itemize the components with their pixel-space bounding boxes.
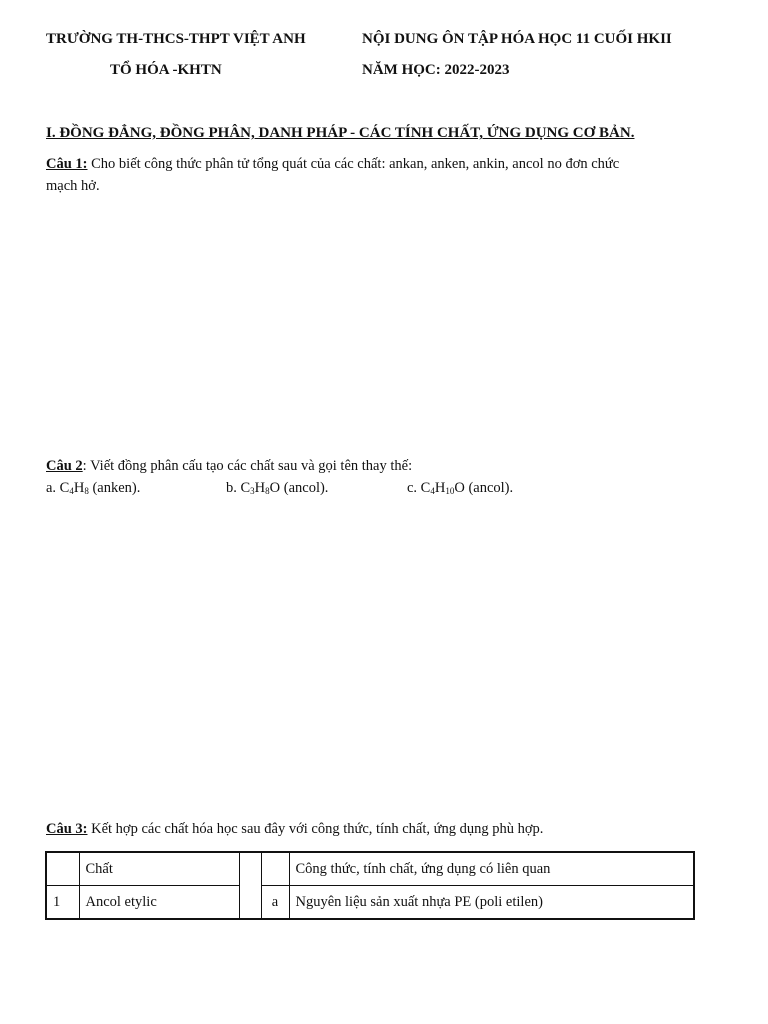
table-row-substance: Ancol etylic bbox=[79, 886, 239, 920]
school-name: TRƯỜNG TH-THCS-THPT VIỆT ANH bbox=[46, 31, 306, 47]
question-1 bbox=[46, 153, 619, 175]
table-separator-cell bbox=[239, 852, 261, 919]
question-2-option-a: a. $C_4H_8$ (anken). bbox=[46, 480, 141, 496]
question-1-label: Câu 1: bbox=[46, 156, 88, 172]
table-row bbox=[46, 886, 694, 920]
table-row-number: 1 bbox=[46, 886, 79, 920]
table-row-letter: a bbox=[261, 886, 289, 920]
question-2-label: Câu 2 bbox=[46, 458, 83, 474]
table-header-row bbox=[46, 852, 694, 886]
table-header-right: Công thức, tính chất, ứng dụng có liên quan bbox=[289, 852, 694, 886]
department-name: TỔ HÓA -KHTN bbox=[110, 62, 222, 78]
question-2-text: : Viết đồng phân cấu tạo các chất sau và gọi tên thay thế: bbox=[82, 458, 413, 474]
question-3-text: Kết hợp các chất hóa học sau đây với công thức, tính chất, ứng dụng phù hợp. bbox=[87, 821, 544, 837]
document-title: NỘI DUNG ÔN TẬP HÓA HỌC 11 CUỐI HKII bbox=[362, 31, 672, 47]
question-3 bbox=[46, 818, 543, 840]
table-cell bbox=[261, 852, 289, 886]
matching-table bbox=[45, 851, 695, 920]
section-1-title: I. ĐỒNG ĐẲNG, ĐỒNG PHÂN, DANH PHÁP - CÁC TÍNH CHẤT, ỨNG DỤNG CƠ BẢN. bbox=[46, 125, 635, 141]
question-2-option-c: c. $C_4H_{10}O$ (ancol). bbox=[407, 480, 514, 496]
school-year: NĂM HỌC: 2022-2023 bbox=[362, 62, 510, 78]
table-row-description: Nguyên liệu sản xuất nhựa PE (poli etilen) bbox=[289, 886, 694, 920]
question-3-label: Câu 3: bbox=[46, 821, 88, 837]
question-2 bbox=[46, 455, 412, 477]
table-header-left: Chất bbox=[79, 852, 239, 886]
question-1-text: Cho biết công thức phân tử tổng quát của các chất: ankan, anken, ankin, ancol no đơn chức bbox=[87, 156, 620, 172]
question-2-option-b: b. $C_3H_8O$ (ancol). bbox=[226, 480, 329, 496]
table-cell bbox=[46, 852, 79, 886]
question-1-text-cont: mạch hở. bbox=[46, 178, 100, 194]
